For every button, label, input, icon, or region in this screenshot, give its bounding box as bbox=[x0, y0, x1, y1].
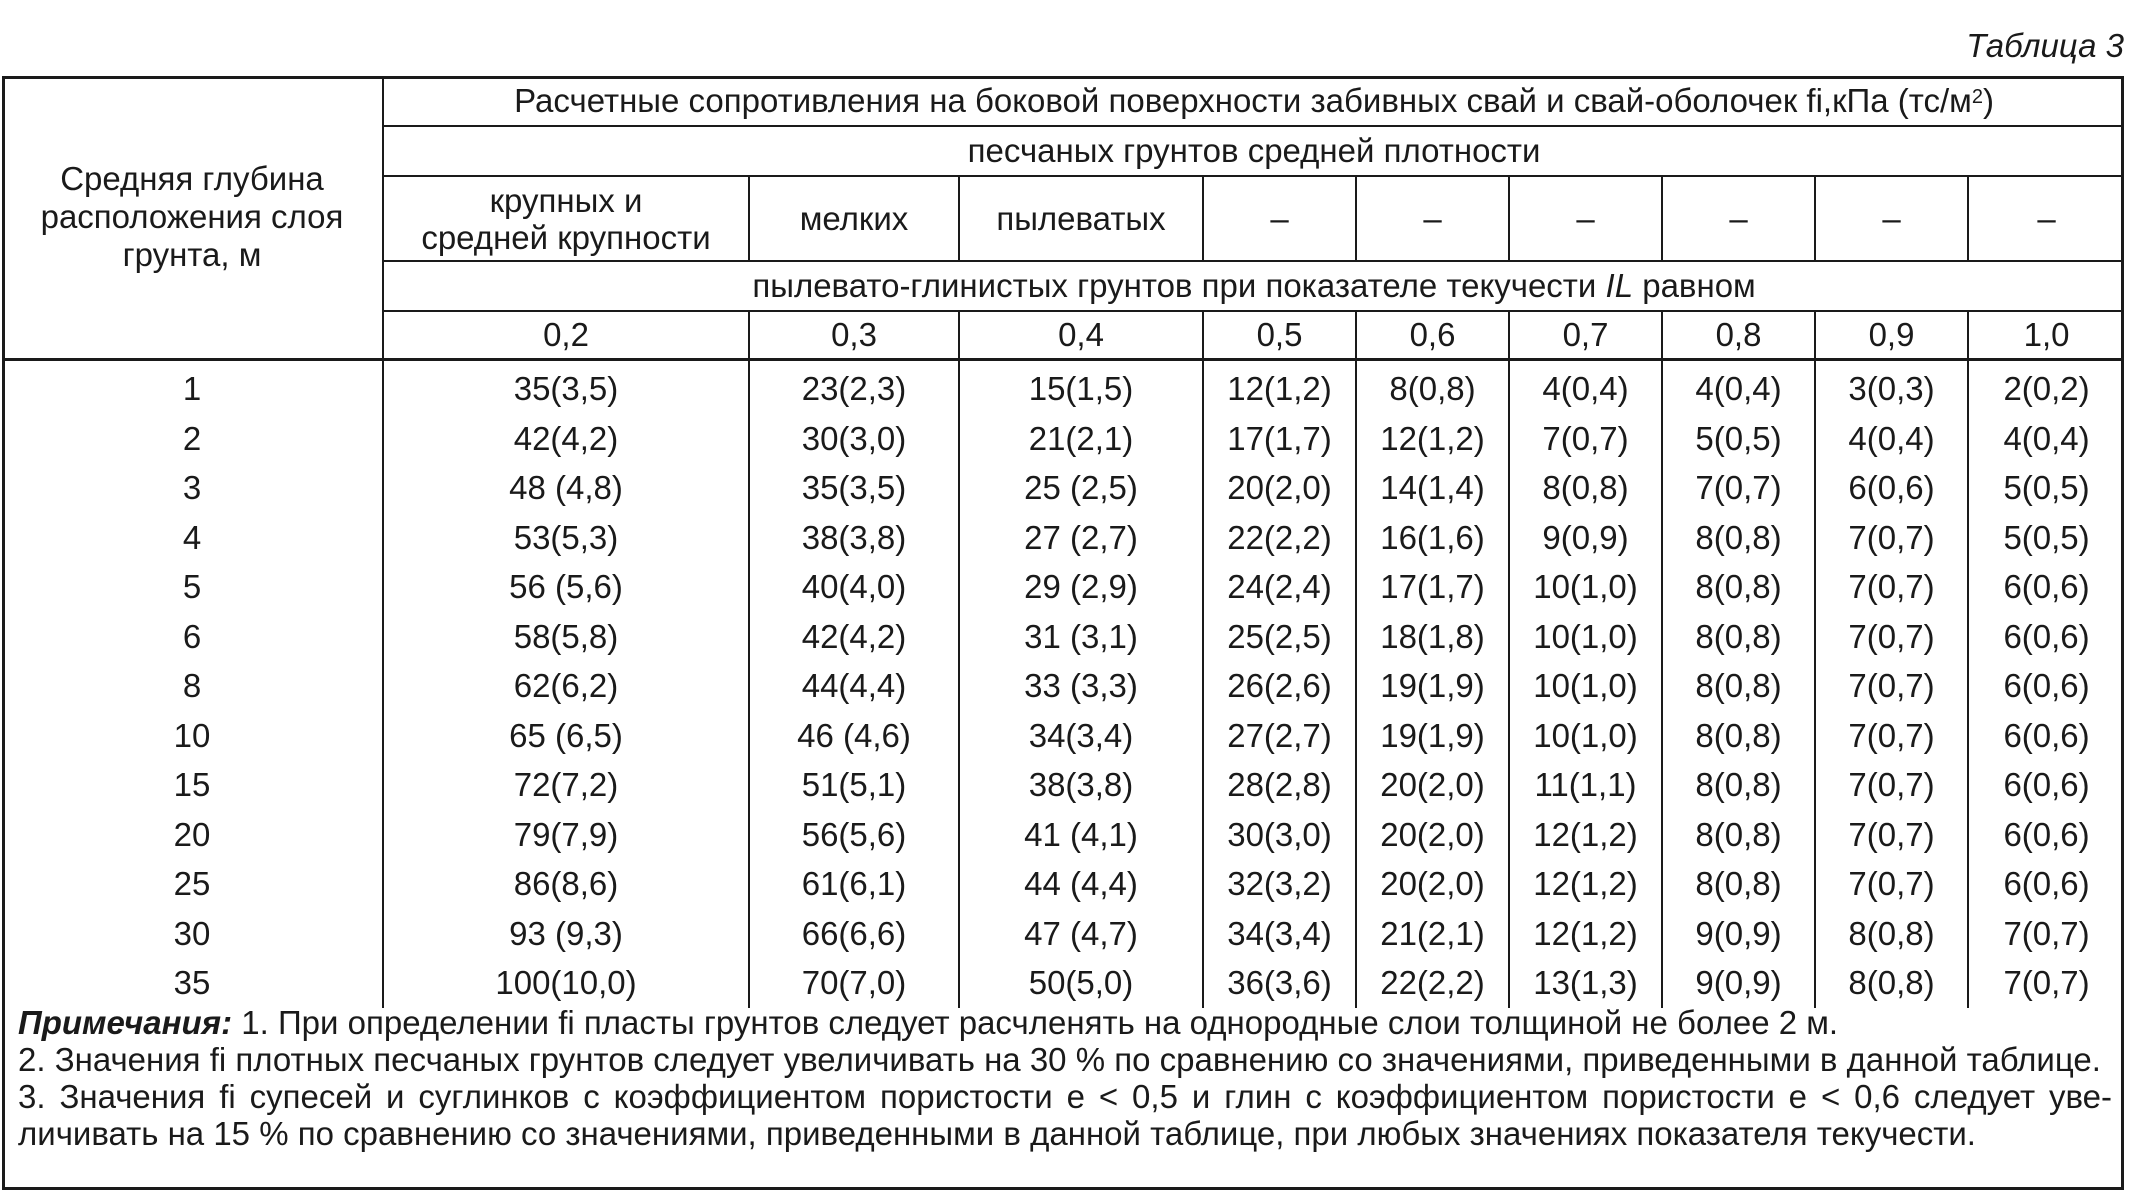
value-cell: 35(3,5) bbox=[383, 359, 749, 414]
value-cell: 20(2,0) bbox=[1356, 761, 1509, 811]
value-cell: 30(3,0) bbox=[1203, 810, 1356, 860]
value-cell: 3(0,3) bbox=[1815, 359, 1968, 414]
value-cell: 10(1,0) bbox=[1509, 612, 1662, 662]
value-cell: 7(0,7) bbox=[1815, 860, 1968, 910]
value-cell: 17(1,7) bbox=[1356, 563, 1509, 613]
table-row bbox=[2, 464, 2124, 514]
value-cell: 6(0,6) bbox=[1968, 761, 2124, 811]
value-cell: 53(5,3) bbox=[383, 513, 749, 563]
value-cell: 2(0,2) bbox=[1968, 359, 2124, 414]
resistance-table bbox=[2, 76, 2124, 1008]
value-cell: 6(0,6) bbox=[1968, 711, 2124, 761]
sand-type-dash: – bbox=[1815, 176, 1968, 261]
value-cell: 12(1,2) bbox=[1203, 359, 1356, 414]
depth-cell: 8 bbox=[2, 662, 383, 712]
value-cell: 6(0,6) bbox=[1968, 662, 2124, 712]
value-cell: 18(1,8) bbox=[1356, 612, 1509, 662]
value-cell: 21(2,1) bbox=[959, 414, 1203, 464]
note-1: Примечания: 1. При определении fi пласты грунтов следует расчленять на однородные слои толщиной не более 2 м. bbox=[18, 1004, 1839, 1041]
value-cell: 7(0,7) bbox=[1968, 959, 2124, 1009]
value-cell: 9(0,9) bbox=[1662, 959, 1815, 1009]
table-row bbox=[2, 761, 2124, 811]
depth-cell: 35 bbox=[2, 959, 383, 1009]
table-row bbox=[2, 612, 2124, 662]
value-cell: 46 (4,6) bbox=[749, 711, 959, 761]
value-cell: 4(0,4) bbox=[1968, 414, 2124, 464]
value-cell: 9(0,9) bbox=[1662, 909, 1815, 959]
value-cell: 4(0,4) bbox=[1662, 359, 1815, 414]
value-cell: 79(7,9) bbox=[383, 810, 749, 860]
value-cell: 8(0,8) bbox=[1662, 860, 1815, 910]
table-body bbox=[2, 359, 2124, 1008]
table-row bbox=[2, 662, 2124, 712]
il-value: 0,5 bbox=[1203, 311, 1356, 359]
value-cell: 51(5,1) bbox=[749, 761, 959, 811]
value-cell: 12(1,2) bbox=[1509, 909, 1662, 959]
table-row bbox=[2, 810, 2124, 860]
sand-type-coarse: крупных и средней крупности bbox=[383, 176, 749, 261]
value-cell: 7(0,7) bbox=[1509, 414, 1662, 464]
value-cell: 15(1,5) bbox=[959, 359, 1203, 414]
sand-type-dash: – bbox=[1662, 176, 1815, 261]
value-cell: 50(5,0) bbox=[959, 959, 1203, 1009]
value-cell: 100(10,0) bbox=[383, 959, 749, 1009]
value-cell: 8(0,8) bbox=[1662, 662, 1815, 712]
value-cell: 47 (4,7) bbox=[959, 909, 1203, 959]
value-cell: 62(6,2) bbox=[383, 662, 749, 712]
value-cell: 33 (3,3) bbox=[959, 662, 1203, 712]
table-row bbox=[2, 959, 2124, 1009]
value-cell: 11(1,1) bbox=[1509, 761, 1662, 811]
value-cell: 26(2,6) bbox=[1203, 662, 1356, 712]
depth-cell: 6 bbox=[2, 612, 383, 662]
value-cell: 12(1,2) bbox=[1509, 860, 1662, 910]
clay-group-header: пылевато-глинистых грунтов при показателе текучести IL равном bbox=[383, 261, 2124, 311]
value-cell: 27 (2,7) bbox=[959, 513, 1203, 563]
value-cell: 7(0,7) bbox=[1815, 711, 1968, 761]
value-cell: 32(3,2) bbox=[1203, 860, 1356, 910]
value-cell: 28(2,8) bbox=[1203, 761, 1356, 811]
table-caption: Таблица 3 bbox=[1966, 27, 2124, 64]
depth-cell: 4 bbox=[2, 513, 383, 563]
value-cell: 22(2,2) bbox=[1356, 959, 1509, 1009]
value-cell: 8(0,8) bbox=[1815, 959, 1968, 1009]
notes-label: Примечания: bbox=[18, 1004, 233, 1041]
value-cell: 6(0,6) bbox=[1968, 860, 2124, 910]
value-cell: 9(0,9) bbox=[1509, 513, 1662, 563]
value-cell: 20(2,0) bbox=[1356, 810, 1509, 860]
value-cell: 16(1,6) bbox=[1356, 513, 1509, 563]
il-value: 0,9 bbox=[1815, 311, 1968, 359]
value-cell: 8(0,8) bbox=[1662, 761, 1815, 811]
note-2: 2. Значения fi плотных песчаных грунтов следует увеличивать на 30 % по сравнению со значениями, приведенными в данной таблице. bbox=[18, 1041, 2101, 1078]
value-cell: 42(4,2) bbox=[749, 612, 959, 662]
sand-group-header: песчаных грунтов средней плотности bbox=[383, 126, 2124, 176]
value-cell: 36(3,6) bbox=[1203, 959, 1356, 1009]
value-cell: 4(0,4) bbox=[1815, 414, 1968, 464]
value-cell: 12(1,2) bbox=[1356, 414, 1509, 464]
note-3: 3. Значения fi супесей и суглинков с коэффициентом пористости е < 0,5 и глин с коэффициентом пористости е < 0,6 следует уве-личивать на 15 % по сравнению со значениями, приведенными в данной таблице, при любых значениях показателя текучести. bbox=[18, 1078, 2112, 1152]
value-cell: 17(1,7) bbox=[1203, 414, 1356, 464]
sand-type-dash: – bbox=[1968, 176, 2124, 261]
value-cell: 29 (2,9) bbox=[959, 563, 1203, 613]
value-cell: 41 (4,1) bbox=[959, 810, 1203, 860]
value-cell: 12(1,2) bbox=[1509, 810, 1662, 860]
value-cell: 8(0,8) bbox=[1662, 810, 1815, 860]
value-cell: 40(4,0) bbox=[749, 563, 959, 613]
il-value: 1,0 bbox=[1968, 311, 2124, 359]
value-cell: 25 (2,5) bbox=[959, 464, 1203, 514]
il-value: 0,4 bbox=[959, 311, 1203, 359]
value-cell: 44(4,4) bbox=[749, 662, 959, 712]
depth-cell: 5 bbox=[2, 563, 383, 613]
value-cell: 93 (9,3) bbox=[383, 909, 749, 959]
value-cell: 5(0,5) bbox=[1662, 414, 1815, 464]
value-cell: 6(0,6) bbox=[1968, 612, 2124, 662]
value-cell: 13(1,3) bbox=[1509, 959, 1662, 1009]
il-value: 0,8 bbox=[1662, 311, 1815, 359]
value-cell: 38(3,8) bbox=[749, 513, 959, 563]
il-value: 0,3 bbox=[749, 311, 959, 359]
value-cell: 8(0,8) bbox=[1662, 513, 1815, 563]
value-cell: 56(5,6) bbox=[749, 810, 959, 860]
value-cell: 35(3,5) bbox=[749, 464, 959, 514]
table-row bbox=[2, 359, 2124, 414]
value-cell: 6(0,6) bbox=[1815, 464, 1968, 514]
value-cell: 86(8,6) bbox=[383, 860, 749, 910]
value-cell: 65 (6,5) bbox=[383, 711, 749, 761]
depth-cell: 2 bbox=[2, 414, 383, 464]
value-cell: 38(3,8) bbox=[959, 761, 1203, 811]
il-value: 0,7 bbox=[1509, 311, 1662, 359]
il-value: 0,6 bbox=[1356, 311, 1509, 359]
value-cell: 7(0,7) bbox=[1815, 513, 1968, 563]
value-cell: 20(2,0) bbox=[1356, 860, 1509, 910]
value-cell: 8(0,8) bbox=[1509, 464, 1662, 514]
depth-cell: 1 bbox=[2, 359, 383, 414]
value-cell: 61(6,1) bbox=[749, 860, 959, 910]
value-cell: 23(2,3) bbox=[749, 359, 959, 414]
depth-cell: 25 bbox=[2, 860, 383, 910]
value-cell: 7(0,7) bbox=[1815, 662, 1968, 712]
depth-cell: 20 bbox=[2, 810, 383, 860]
depth-cell: 15 bbox=[2, 761, 383, 811]
value-cell: 42(4,2) bbox=[383, 414, 749, 464]
value-cell: 8(0,8) bbox=[1662, 612, 1815, 662]
depth-cell: 30 bbox=[2, 909, 383, 959]
value-cell: 8(0,8) bbox=[1662, 563, 1815, 613]
value-cell: 8(0,8) bbox=[1815, 909, 1968, 959]
sand-type-silty: пылеватых bbox=[959, 176, 1203, 261]
sand-type-dash: – bbox=[1356, 176, 1509, 261]
depth-cell: 3 bbox=[2, 464, 383, 514]
value-cell: 25(2,5) bbox=[1203, 612, 1356, 662]
table-row bbox=[2, 711, 2124, 761]
depth-cell: 10 bbox=[2, 711, 383, 761]
value-cell: 7(0,7) bbox=[1815, 761, 1968, 811]
sand-type-dash: – bbox=[1203, 176, 1356, 261]
value-cell: 56 (5,6) bbox=[383, 563, 749, 613]
table-row bbox=[2, 414, 2124, 464]
value-cell: 66(6,6) bbox=[749, 909, 959, 959]
value-cell: 7(0,7) bbox=[1662, 464, 1815, 514]
value-cell: 10(1,0) bbox=[1509, 711, 1662, 761]
table-row bbox=[2, 513, 2124, 563]
value-cell: 10(1,0) bbox=[1509, 662, 1662, 712]
value-cell: 20(2,0) bbox=[1203, 464, 1356, 514]
value-cell: 34(3,4) bbox=[959, 711, 1203, 761]
table-header bbox=[2, 76, 2124, 359]
depth-header-line: Средняя глубина bbox=[60, 159, 324, 197]
value-cell: 19(1,9) bbox=[1356, 662, 1509, 712]
table-title: Расчетные сопротивления на боковой поверхности забивных свай и свай-оболочек fi,кПа $(тс/м^2)$ bbox=[383, 76, 2124, 126]
value-cell: 5(0,5) bbox=[1968, 464, 2124, 514]
value-cell: 5(0,5) bbox=[1968, 513, 2124, 563]
value-cell: 6(0,6) bbox=[1968, 563, 2124, 613]
value-cell: 14(1,4) bbox=[1356, 464, 1509, 514]
table-notes bbox=[18, 1004, 2112, 1152]
value-cell: 70(7,0) bbox=[749, 959, 959, 1009]
table-row bbox=[2, 563, 2124, 613]
depth-header-line: расположения слоя bbox=[40, 197, 344, 235]
value-cell: 6(0,6) bbox=[1968, 810, 2124, 860]
depth-header-line: грунта, м bbox=[122, 235, 262, 273]
depth-column-header bbox=[2, 76, 383, 359]
table-row bbox=[2, 860, 2124, 910]
value-cell: 58(5,8) bbox=[383, 612, 749, 662]
value-cell: 8(0,8) bbox=[1356, 359, 1509, 414]
table-row bbox=[2, 909, 2124, 959]
value-cell: 7(0,7) bbox=[1815, 810, 1968, 860]
value-cell: 24(2,4) bbox=[1203, 563, 1356, 613]
value-cell: 21(2,1) bbox=[1356, 909, 1509, 959]
value-cell: 8(0,8) bbox=[1662, 711, 1815, 761]
value-cell: 27(2,7) bbox=[1203, 711, 1356, 761]
value-cell: 72(7,2) bbox=[383, 761, 749, 811]
value-cell: 30(3,0) bbox=[749, 414, 959, 464]
value-cell: 7(0,7) bbox=[1815, 563, 1968, 613]
value-cell: 34(3,4) bbox=[1203, 909, 1356, 959]
value-cell: 4(0,4) bbox=[1509, 359, 1662, 414]
value-cell: 10(1,0) bbox=[1509, 563, 1662, 613]
value-cell: 31 (3,1) bbox=[959, 612, 1203, 662]
value-cell: 44 (4,4) bbox=[959, 860, 1203, 910]
value-cell: 48 (4,8) bbox=[383, 464, 749, 514]
value-cell: 7(0,7) bbox=[1968, 909, 2124, 959]
value-cell: 19(1,9) bbox=[1356, 711, 1509, 761]
value-cell: 22(2,2) bbox=[1203, 513, 1356, 563]
value-cell: 7(0,7) bbox=[1815, 612, 1968, 662]
il-value: 0,2 bbox=[383, 311, 749, 359]
sand-type-fine: мелких bbox=[749, 176, 959, 261]
sand-type-dash: – bbox=[1509, 176, 1662, 261]
